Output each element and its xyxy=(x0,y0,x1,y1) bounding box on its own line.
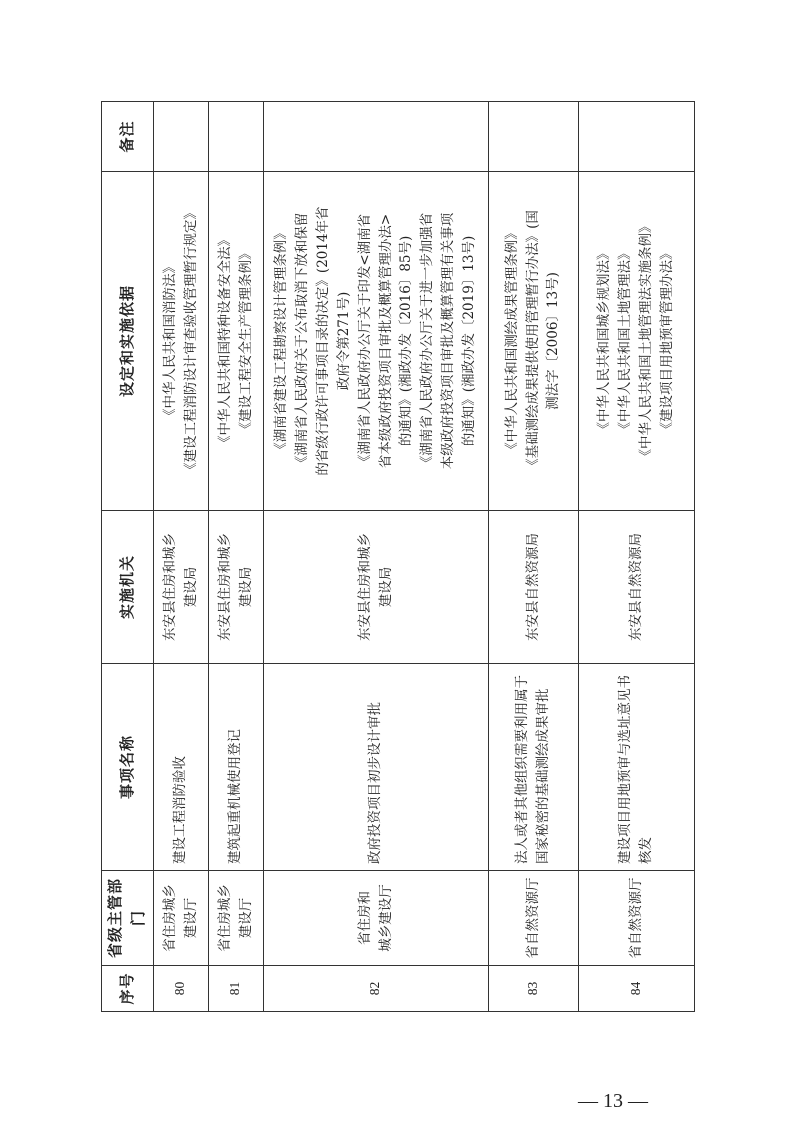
cell-agency xyxy=(488,511,578,664)
dept-line: 城乡建设厅 xyxy=(377,884,394,952)
table-row xyxy=(578,102,694,1012)
dept-line: 省自然资源厅 xyxy=(627,877,644,959)
dept-line: 省住房和 xyxy=(356,891,373,945)
header-dept: 省级主管部门 xyxy=(102,871,154,966)
table-row xyxy=(263,102,488,1012)
dept-line: 省自然资源厅 xyxy=(524,877,541,959)
cell-basis xyxy=(578,172,694,511)
basis-line: 《建设工程消防设计审查验收管理暂行规定》 xyxy=(182,206,199,476)
agency-line: 建设局 xyxy=(377,566,394,608)
agency-line: 东安县住房和城乡 xyxy=(161,533,178,641)
agency-line: 建设局 xyxy=(237,566,254,608)
basis-line: 《中华人民共和国消防法》 xyxy=(161,260,178,422)
agency-line: 东安县自然资源局 xyxy=(627,533,644,641)
cell-item: 建设工程消防验收 xyxy=(153,664,208,871)
header-remark: 备注 xyxy=(102,102,154,172)
cell-remark xyxy=(488,102,578,172)
cell-item: 政府投资项目初步设计审批 xyxy=(263,664,488,871)
basis-line: 《湖南省人民政府办公厅关于印发<湖南省 xyxy=(356,213,373,469)
cell-item: 建筑起重机械使用登记 xyxy=(208,664,263,871)
header-item: 事项名称 xyxy=(102,664,154,871)
basis-line: 《基础测绘成果提供使用管理暂行办法》(国 xyxy=(524,210,541,472)
basis-line: 省本级政府投资项目审批及概算管理办法> xyxy=(377,213,394,469)
dept-line: 建设厅 xyxy=(237,897,254,939)
basis-line: 《湖南省人民政府办公厅关于进一步加强省 xyxy=(419,212,436,470)
cell-agency xyxy=(153,511,208,664)
agency-line: 东安县住房和城乡 xyxy=(216,533,233,641)
cell-seq: 81 xyxy=(208,966,263,1012)
basis-line: 的省级行政许可事项目录的决定》(2014年省 xyxy=(314,206,331,476)
basis-line: 《湖南省人民政府关于公布取消下放和保留 xyxy=(293,212,310,470)
table-row xyxy=(208,102,263,1012)
cell-dept xyxy=(153,871,208,966)
rotated-table-container xyxy=(101,102,691,1012)
cell-dept xyxy=(578,871,694,966)
basis-line: 本级政府投资项目审批及概算管理有关事项 xyxy=(440,212,457,470)
basis-line: 政府令第271号) xyxy=(335,291,352,391)
basis-line: 的通知》(湘政办发〔2016〕85号) xyxy=(398,235,415,447)
cell-seq: 82 xyxy=(263,966,488,1012)
basis-line: 《中华人民共和国测绘成果管理条例》 xyxy=(503,226,520,456)
dept-line: 建设厅 xyxy=(182,897,199,939)
cell-remark xyxy=(263,102,488,172)
header-basis: 设定和实施依据 xyxy=(102,172,154,511)
header-agency: 实施机关 xyxy=(102,511,154,664)
table-row xyxy=(153,102,208,1012)
basis-line: 《中华人民共和国特种设备安全法》 xyxy=(216,233,233,449)
cell-basis xyxy=(208,172,263,511)
basis-line: 测法字〔2006〕13号) xyxy=(545,272,562,410)
basis-line: 《中华人民共和国土地管理法》 xyxy=(617,246,634,436)
dept-line: 省住房城乡 xyxy=(216,884,233,952)
cell-dept xyxy=(208,871,263,966)
cell-item: 建设项目用地预审与选址意见书核发 xyxy=(578,664,694,871)
basis-line: 的通知》(湘政办发〔2019〕13号) xyxy=(461,235,478,447)
cell-seq: 84 xyxy=(578,966,694,1012)
cell-remark xyxy=(153,102,208,172)
cell-seq: 83 xyxy=(488,966,578,1012)
table-header-row xyxy=(102,102,154,1012)
cell-dept xyxy=(263,871,488,966)
agency-line: 建设局 xyxy=(182,566,199,608)
cell-agency xyxy=(208,511,263,664)
cell-agency xyxy=(578,511,694,664)
header-seq: 序号 xyxy=(102,966,154,1012)
basis-line: 《建设工程安全生产管理条例》 xyxy=(237,246,254,436)
cell-seq: 80 xyxy=(153,966,208,1012)
basis-line: 《中华人民共和国土地管理法实施条例》 xyxy=(638,219,654,463)
basis-line: 《中华人民共和国城乡规划法》 xyxy=(596,246,613,436)
basis-line: 《建设项目用地预审管理办法》 xyxy=(658,246,675,436)
cell-remark xyxy=(578,102,694,172)
cell-basis xyxy=(263,172,488,511)
cell-dept xyxy=(488,871,578,966)
basis-line: 《湖南省建设工程勘察设计管理条例》 xyxy=(272,226,289,456)
cell-agency xyxy=(263,511,488,664)
dept-line: 省住房城乡 xyxy=(161,884,178,952)
page-number: — 13 — xyxy=(578,1090,648,1112)
agency-line: 东安县住房和城乡 xyxy=(356,533,373,641)
cell-remark xyxy=(208,102,263,172)
approval-items-table xyxy=(101,101,695,1012)
cell-basis xyxy=(153,172,208,511)
cell-item: 法人或者其他组织需要利用属于国家秘密的基础测绘成果审批 xyxy=(488,664,578,871)
cell-basis xyxy=(488,172,578,511)
agency-line: 东安县自然资源局 xyxy=(524,533,541,641)
table-row xyxy=(488,102,578,1012)
